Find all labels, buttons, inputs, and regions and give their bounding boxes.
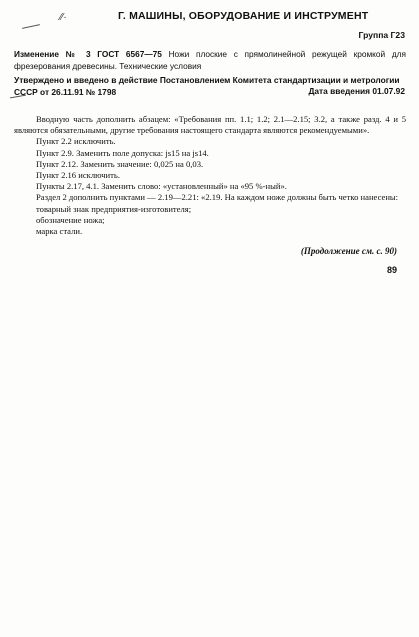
- paragraph-item: Пункт 2.9. Заменить поле допуска: js15 на js14.: [36, 147, 209, 158]
- effective-date: Дата введения 01.07.92: [308, 86, 405, 96]
- amendment-title: [14, 48, 406, 72]
- scan-mark: ⁄⁄·: [60, 12, 67, 23]
- paragraph-item: Пункт 2.16 исключить.: [36, 170, 120, 181]
- paragraph-intro: Вводную часть дополнить абзацем: «Требования пп. 1.1; 1.2; 2.1—2.15; 3.2, а также разд. 4 и 5 являются обязательными, другие требования настоящего стандарта являются рекомендуемыми».: [14, 114, 406, 136]
- amendment-subject: Ножи плоские с прямолинейной режущей кромкой для фрезерования древесины. Технические условия: [14, 49, 406, 71]
- scan-line: [22, 24, 40, 29]
- amendment-prefix: Изменение № 3 ГОСТ 6567—75: [14, 49, 162, 59]
- continuation-note: (Продолжение см. с. 90): [300, 246, 397, 256]
- paragraph-item: Пункты 2.17, 4.1. Заменить слово: «установленный» на «95 %-ный».: [36, 181, 287, 192]
- approval-statement: Утверждено и введено в действие Постановлением Комитета стандартизации и метрологии СССР от 26.11.91 № 1798: [14, 75, 400, 97]
- list-item: товарный знак предприятия-изготовителя;: [36, 203, 192, 214]
- paragraph-item: Раздел 2 дополнить пунктами — 2.19—2.21: «2.19. На каждом ноже должны быть четко нанесены:: [36, 192, 399, 203]
- list-item: обозначение ножа;: [36, 214, 105, 225]
- section-header: Г. МАШИНЫ, ОБОРУДОВАНИЕ И ИНСТРУМЕНТ: [118, 10, 369, 22]
- paragraph-item: Пункт 2.2 исключить.: [36, 136, 116, 147]
- group-label: Группа Г23: [358, 30, 405, 40]
- page-number: 89: [386, 265, 397, 275]
- document-body: [14, 114, 406, 237]
- list-item: марка стали.: [36, 226, 83, 237]
- paragraph-item: Пункт 2.12. Заменить значение: 0,025 на 0,03.: [36, 158, 204, 169]
